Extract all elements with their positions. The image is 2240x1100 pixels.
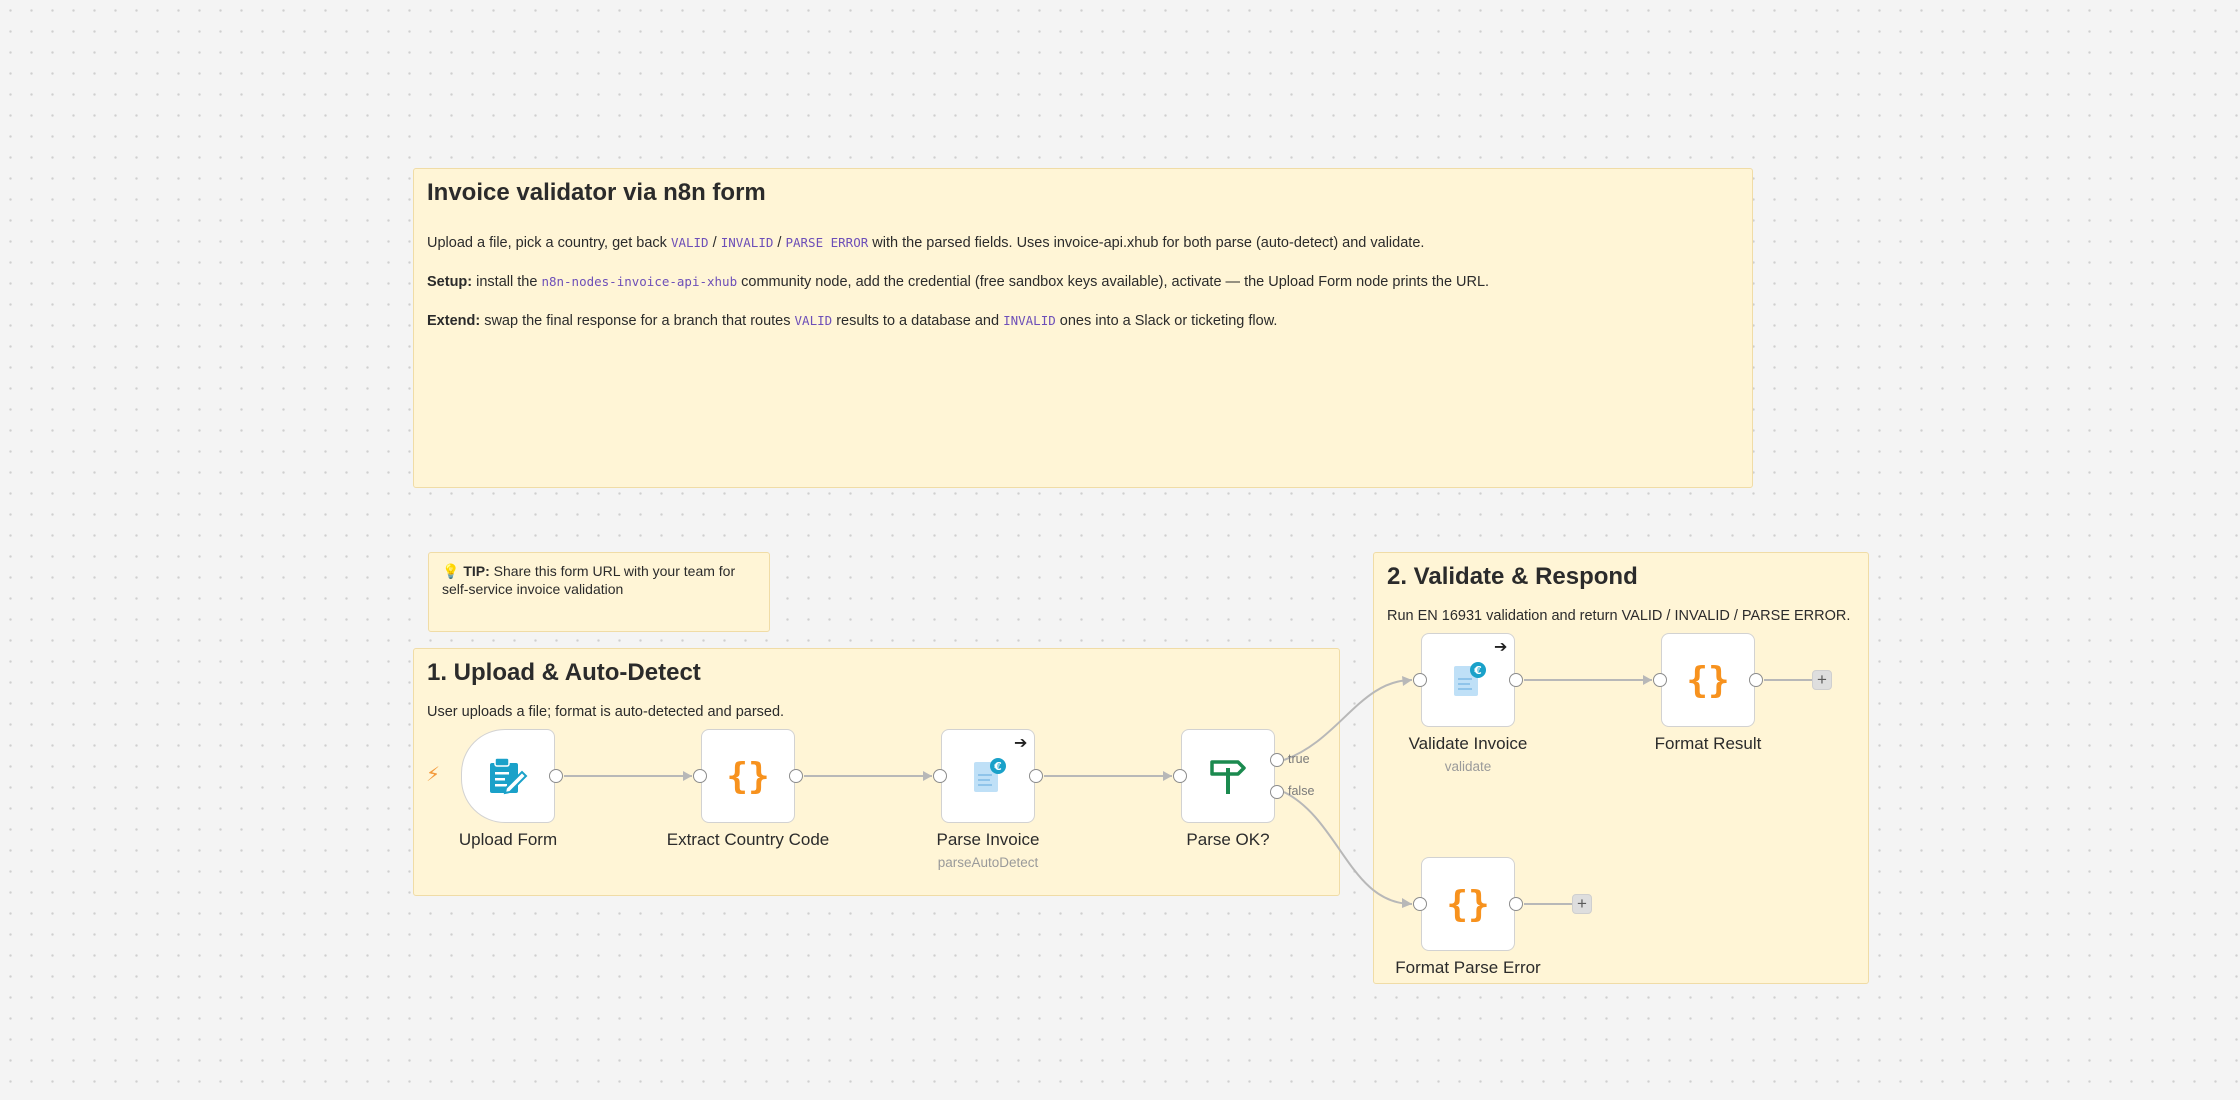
validate-invoice-run-arrow-icon[interactable]: ➔: [1494, 639, 1508, 656]
invoice-euro-icon: [1446, 658, 1490, 702]
validate-invoice-input-handle[interactable]: [1413, 673, 1427, 687]
code-braces-icon: [1446, 882, 1490, 926]
section-1-subtitle: User uploads a file; format is auto-detected and parsed.: [427, 704, 785, 720]
sticky-note-tip[interactable]: [428, 552, 770, 632]
code-parse-error: PARSE ERROR: [785, 235, 869, 250]
trigger-bolt-icon: ⚡: [426, 764, 441, 786]
node-upload-form[interactable]: [461, 729, 555, 823]
svg-text:{}: {}: [1446, 884, 1490, 925]
tip-label: TIP:: [463, 563, 490, 579]
setup-text-2: community node, add the credential (free sandbox keys available), activate — the Upload Form node prints the URL.: [737, 274, 1490, 290]
separator-2: /: [773, 235, 786, 251]
section-2-subtitle: Run EN 16931 validation and return VALID / INVALID / PARSE ERROR.: [1387, 608, 1851, 624]
overview-text-1: Upload a file, pick a country, get back: [427, 235, 671, 251]
code-braces-icon: [726, 754, 770, 798]
parse-ok-input-handle[interactable]: [1173, 769, 1187, 783]
extend-label: Extend:: [427, 313, 481, 329]
workflow-title: Invoice validator via n8n form: [427, 179, 766, 206]
code-package-name: n8n-nodes-invoice-api-xhub: [541, 274, 738, 289]
parse-ok-true-handle[interactable]: [1270, 753, 1284, 767]
parse-invoice-output-handle[interactable]: [1029, 769, 1043, 783]
sticky-note-overview[interactable]: [413, 168, 1753, 488]
code-invalid-2: INVALID: [1003, 313, 1056, 328]
parse-invoice-run-arrow-icon[interactable]: ➔: [1014, 735, 1028, 752]
code-invalid: INVALID: [720, 235, 774, 250]
signpost-icon: [1206, 754, 1250, 798]
upload-form-label: Upload Form: [458, 830, 558, 849]
add-node-after-format-parse-error-button[interactable]: +: [1572, 894, 1592, 914]
format-parse-error-input-handle[interactable]: [1413, 897, 1427, 911]
svg-text:€: €: [1474, 664, 1482, 677]
branch-false-label: false: [1288, 784, 1315, 798]
parse-ok-false-handle[interactable]: [1270, 785, 1284, 799]
node-format-result[interactable]: [1661, 633, 1755, 727]
code-valid: VALID: [670, 235, 709, 250]
svg-text:{}: {}: [726, 756, 770, 797]
form-icon: [486, 754, 530, 798]
upload-form-output-handle[interactable]: [549, 769, 563, 783]
extend-text-1: swap the final response for a branch that routes: [480, 313, 795, 329]
extend-paragraph: [427, 311, 1739, 331]
parse-ok-label: Parse OK?: [1186, 830, 1270, 849]
code-braces-icon: [1686, 658, 1730, 702]
parse-invoice-input-handle[interactable]: [933, 769, 947, 783]
validate-invoice-label: Validate Invoice: [1408, 734, 1528, 753]
tip-text: Share this form URL with your team for self-service invoice validation: [442, 563, 736, 597]
section-1-title: 1. Upload & Auto-Detect: [427, 659, 701, 686]
lightbulb-icon: 💡: [442, 563, 460, 579]
extract-country-input-handle[interactable]: [693, 769, 707, 783]
format-result-input-handle[interactable]: [1653, 673, 1667, 687]
extract-country-output-handle[interactable]: [789, 769, 803, 783]
parse-invoice-label: Parse Invoice: [936, 830, 1040, 849]
node-parse-ok[interactable]: [1181, 729, 1275, 823]
overview-text-2: with the parsed fields. Uses invoice-api.xhub for both parse (auto-detect) and validate.: [868, 235, 1425, 251]
setup-text-1: install the: [472, 274, 542, 290]
invoice-euro-icon: [966, 754, 1010, 798]
node-extract-country-code[interactable]: [701, 729, 795, 823]
overview-paragraph: [427, 233, 1739, 253]
format-result-output-handle[interactable]: [1749, 673, 1763, 687]
format-parse-error-output-handle[interactable]: [1509, 897, 1523, 911]
branch-true-label: true: [1288, 752, 1310, 766]
extract-country-label: Extract Country Code: [666, 830, 830, 849]
node-format-parse-error[interactable]: [1421, 857, 1515, 951]
code-valid-2: VALID: [794, 313, 833, 328]
setup-paragraph: [427, 272, 1739, 292]
format-parse-error-label: Format Parse Error: [1395, 958, 1541, 977]
section-2-title: 2. Validate & Respond: [1387, 563, 1638, 590]
svg-text:€: €: [994, 760, 1002, 773]
extend-text-3: ones into a Slack or ticketing flow.: [1055, 313, 1278, 329]
validate-invoice-output-handle[interactable]: [1509, 673, 1523, 687]
validate-invoice-subtitle: validate: [1444, 759, 1492, 774]
setup-label: Setup:: [427, 274, 473, 290]
separator-1: /: [708, 235, 721, 251]
extend-text-2: results to a database and: [832, 313, 1004, 329]
parse-invoice-subtitle: parseAutoDetect: [937, 855, 1039, 870]
svg-text:{}: {}: [1686, 660, 1730, 701]
add-node-after-format-result-button[interactable]: +: [1812, 670, 1832, 690]
format-result-label: Format Result: [1654, 734, 1762, 753]
